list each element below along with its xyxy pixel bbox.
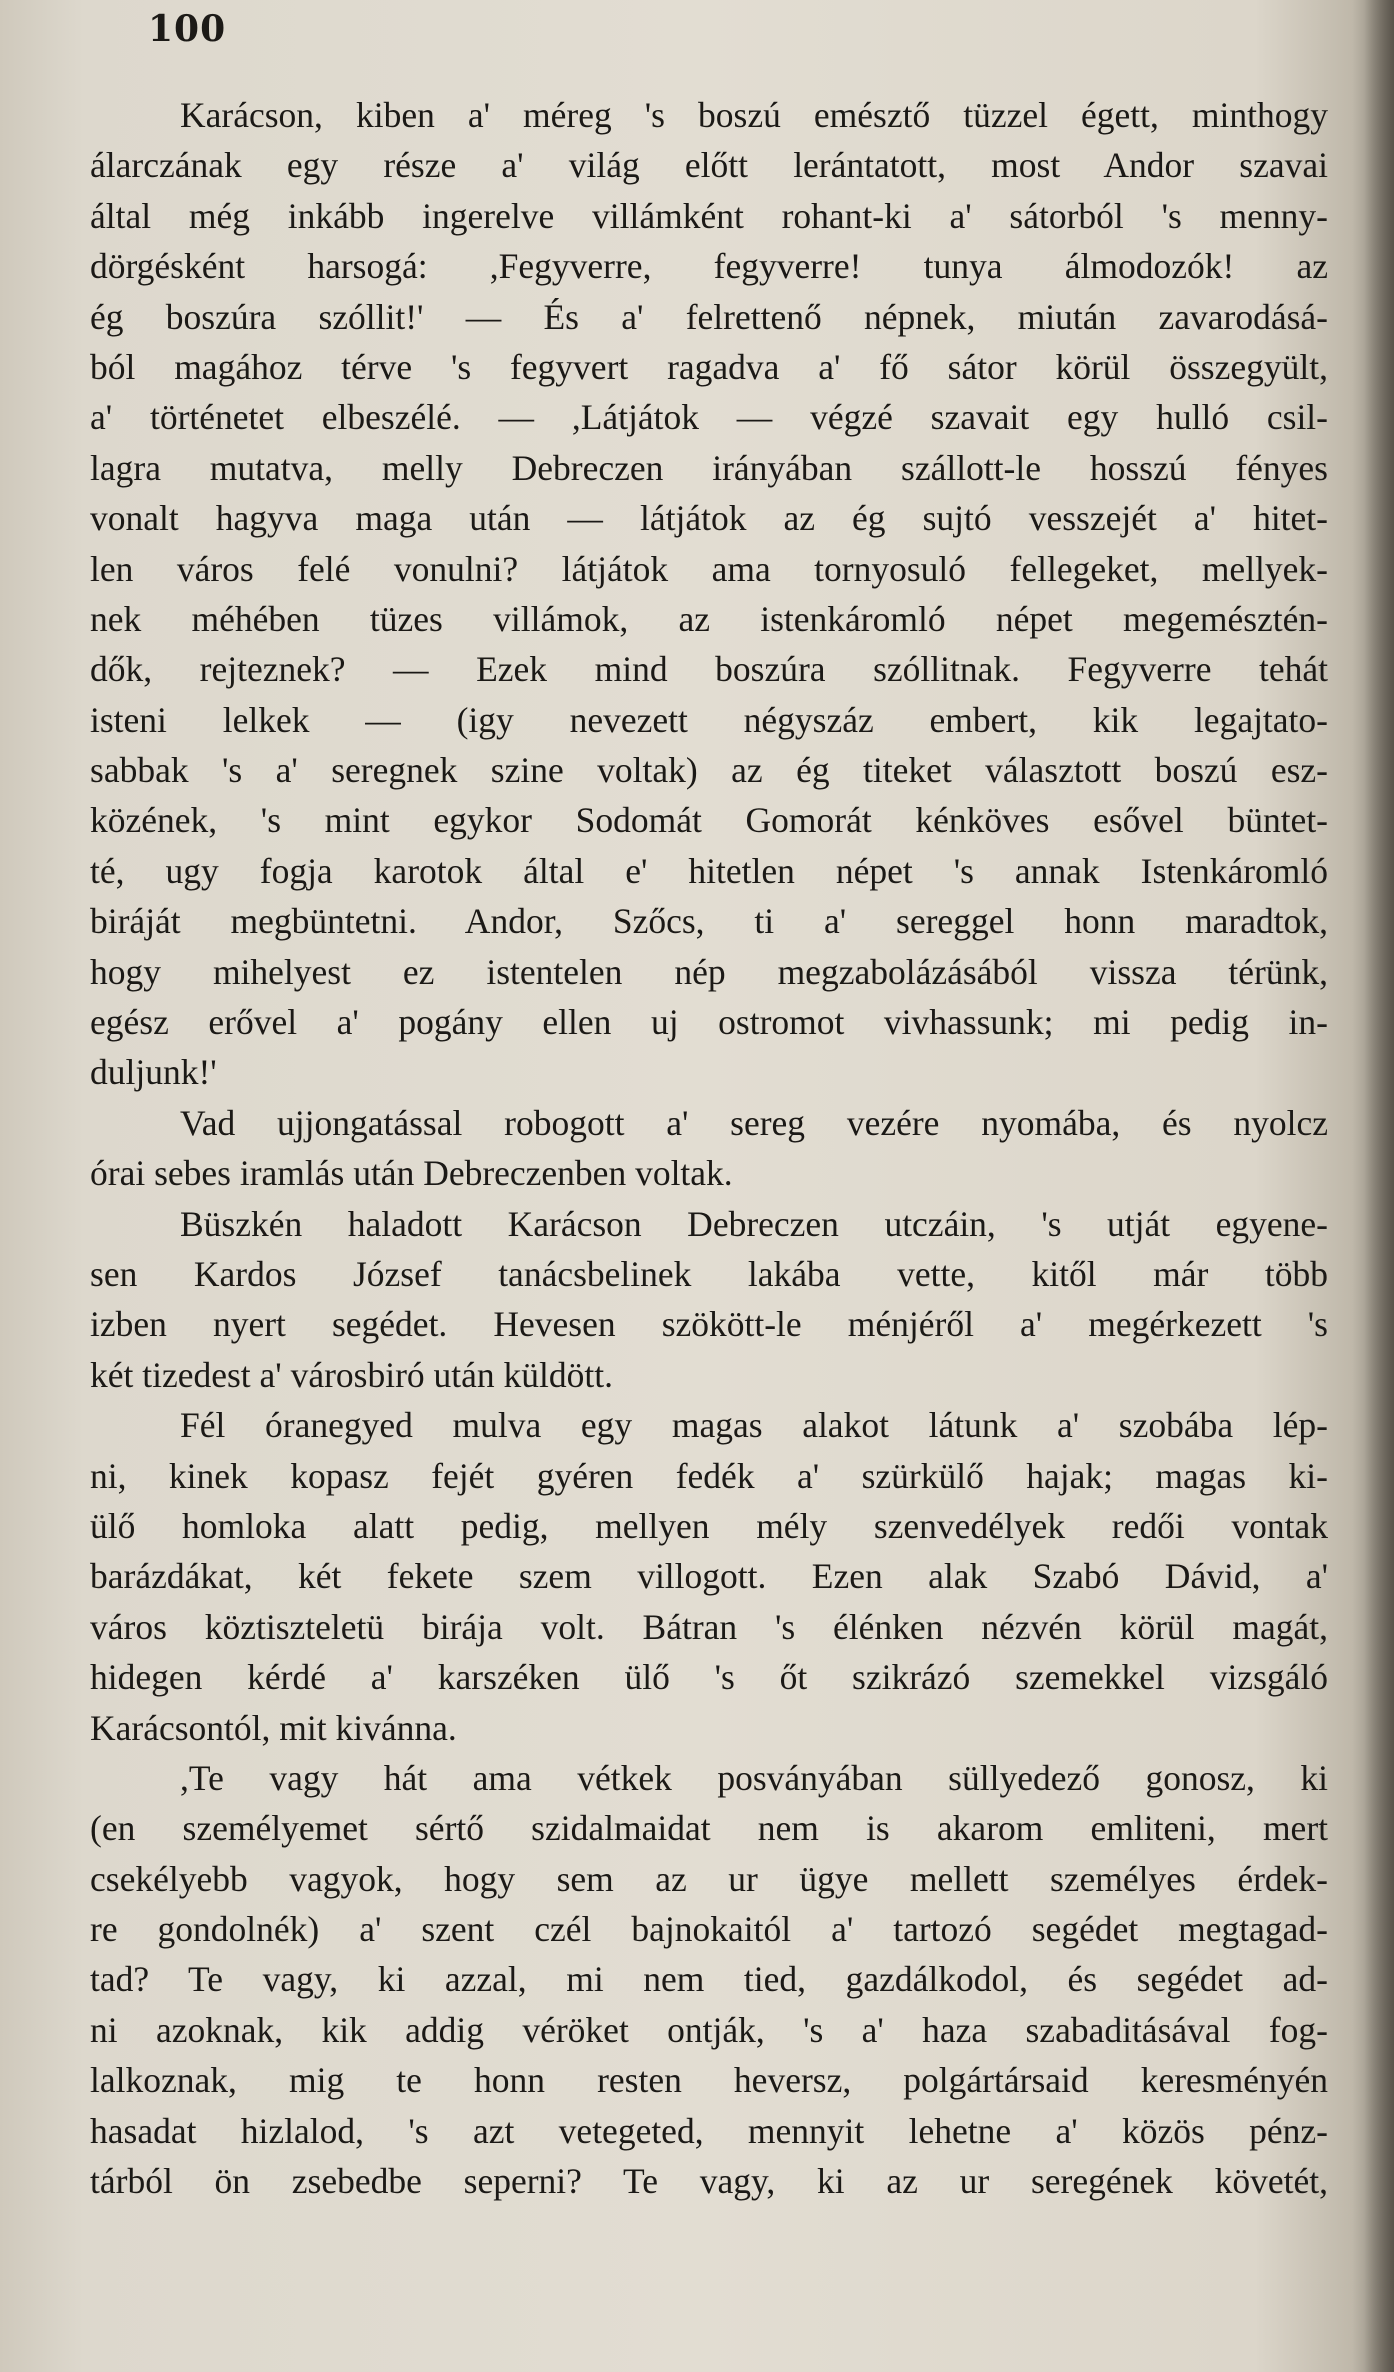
text-line: ,Te vagy hát ama vétkek posványában süllyedező gonosz, ki (180, 1757, 1328, 1798)
text-line: város köztiszteletü birája volt. Bátran 's élénken nézvén körül magát, (90, 1606, 1328, 1647)
text-line: ból magához térve 's fegyvert ragadva a' fő sátor körül összegyült, (90, 346, 1328, 387)
text-line: hogy mihelyest ez istentelen nép megzabolázásából vissza térünk, (90, 951, 1328, 992)
text-line: ülő homloka alatt pedig, mellyen mély szenvedélyek redői vontak (90, 1505, 1328, 1546)
text-line: csekélyebb vagyok, hogy sem az ur ügye mellett személyes érdek- (90, 1858, 1328, 1899)
text-line: len város felé vonulni? látjátok ama tornyosuló fellegeket, mellyek- (90, 548, 1328, 589)
text-line: vonalt hagyva maga után — látjátok az ég sujtó vesszejét a' hitet- (90, 498, 1328, 539)
text-line: által még inkább ingerelve villámként rohant-ki a' sátorból 's menny- (90, 195, 1328, 236)
text-line: ni, kinek kopasz fejét gyéren fedék a' szürkülő hajak; magas ki- (90, 1455, 1328, 1496)
text-line: egész erővel a' pogány ellen uj ostromot vivhassunk; mi pedig in- (90, 1002, 1328, 1043)
text-line: sen Kardos József tanácsbelinek lakába vette, kitől már több (90, 1253, 1328, 1294)
text-line: tad? Te vagy, ki azzal, mi nem tied, gazdálkodol, és segédet ad- (90, 1959, 1328, 2000)
text-line: órai sebes iramlás után Debreczenben voltak. (90, 1153, 733, 1194)
text-line: barázdákat, két fekete szem villogott. Ezen alak Szabó Dávid, a' (90, 1556, 1328, 1597)
text-line: té, ugy fogja karotok által e' hitetlen népet 's annak Istenkáromló (90, 850, 1328, 891)
text-line: Vad ujjongatással robogott a' sereg vezére nyomába, és nyolcz (180, 1102, 1328, 1143)
text-line: ég boszúra szóllit!' — És a' felrettenő népnek, miután zavarodásá- (90, 296, 1328, 337)
text-line: Büszkén haladott Karácson Debreczen utczáin, 's utját egyene- (180, 1203, 1328, 1244)
text-line: ni azoknak, kik addig véröket ontják, 's a' haza szabaditásával fog- (90, 2009, 1328, 2050)
text-line: álarczának egy része a' világ előtt lerántatott, most Andor szavai (90, 145, 1328, 186)
body-text (90, 90, 1328, 2206)
text-line: lagra mutatva, melly Debreczen irányában szállott-le hosszú fényes (90, 447, 1328, 488)
text-line: sabbak 's a' seregnek szine voltak) az ég titeket választott boszú esz- (90, 750, 1328, 791)
text-line: két tizedest a' városbiró után küldött. (90, 1354, 613, 1395)
text-line: Fél óranegyed mulva egy magas alakot látunk a' szobába lép- (180, 1405, 1328, 1446)
text-line: hasadat hizlalod, 's azt vetegeted, mennyit lehetne a' közös pénz- (90, 2110, 1328, 2151)
text-line: isteni lelkek — (igy nevezett négyszáz embert, kik legajtato- (90, 699, 1328, 740)
page-number: 100 (148, 8, 227, 50)
text-line: lalkoznak, mig te honn resten heversz, polgártársaid keresményén (90, 2060, 1328, 2101)
text-line: közének, 's mint egykor Sodomát Gomorát kénköves esővel büntet- (90, 800, 1328, 841)
text-line: (en személyemet sértő szidalmaidat nem is akarom emliteni, mert (90, 1808, 1328, 1849)
text-line: Karácson, kiben a' méreg 's boszú emésztő tüzzel égett, minthogy (180, 95, 1328, 135)
text-line: biráját megbüntetni. Andor, Szőcs, ti a' sereggel honn maradtok, (90, 901, 1328, 942)
text-line: nek méhében tüzes villámok, az istenkáromló népet megemésztén- (90, 598, 1328, 639)
text-line: hidegen kérdé a' karszéken ülő 's őt szikrázó szemekkel vizsgáló (90, 1657, 1328, 1698)
text-line: izben nyert segédet. Hevesen szökött-le ménjéről a' megérkezett 's (90, 1304, 1328, 1345)
text-line: dörgésként harsogá: ,Fegyverre, fegyverre! tunya álmodozók! az (90, 246, 1328, 287)
text-line: dők, rejteznek? — Ezek mind boszúra szóllitnak. Fegyverre tehát (90, 649, 1328, 690)
text-line: tárból ön zsebedbe seperni? Te vagy, ki az ur seregének követét, (90, 2161, 1328, 2202)
text-line: a' történetet elbeszélé. — ,Látjátok — végzé szavait egy hulló csil- (90, 397, 1328, 438)
text-line: re gondolnék) a' szent czél bajnokaitól a' tartozó segédet megtagad- (90, 1909, 1328, 1950)
page-gutter-shadow (1364, 0, 1394, 2372)
text-line: Karácsontól, mit kivánna. (90, 1707, 457, 1748)
text-line: duljunk!' (90, 1052, 217, 1093)
